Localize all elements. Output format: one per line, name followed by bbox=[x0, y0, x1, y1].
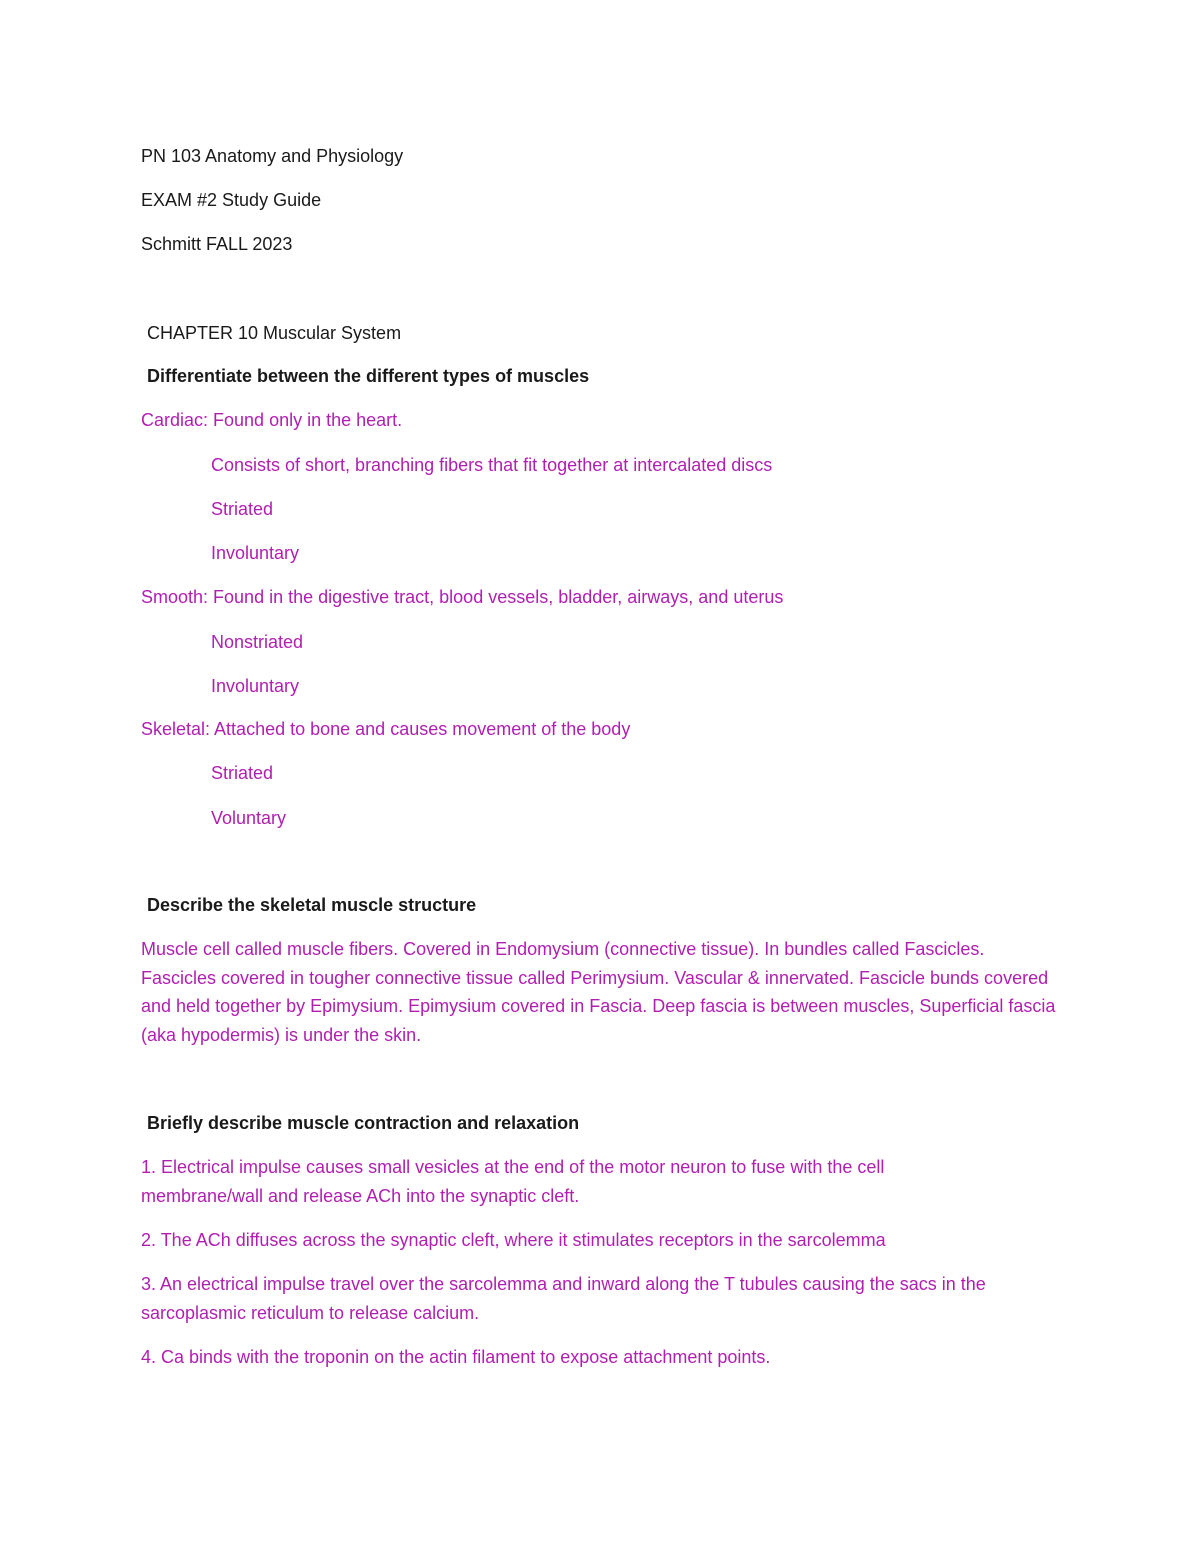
skeletal-label: Skeletal: Attached to bone and causes movement of the body bbox=[141, 719, 631, 739]
smooth-point: Involuntary bbox=[211, 676, 300, 696]
contraction-step: 4. Ca binds with the troponin on the actin filament to expose attachment points. bbox=[141, 1347, 771, 1367]
smooth-point: Nonstriated bbox=[211, 632, 304, 652]
cardiac-point: Consists of short, branching fibers that fit together at intercalated discs bbox=[211, 455, 773, 475]
skeletal-structure-paragraph: Muscle cell called muscle fibers. Covered in Endomysium (connective tissue). In bundles called Fascicles. Fascicles covered in tougher connective tissue called Perimysium. Vascular & innervated. Fascicle bunds covered and held together by Epimysium. Epimysium covered in Fascia. Deep fascia is between muscles, Superficial fascia (aka hypodermis) is under the skin. bbox=[141, 939, 1056, 1045]
contraction-step: 2. The ACh diffuses across the synaptic cleft, where it stimulates receptors in the sarcolemma bbox=[141, 1230, 886, 1250]
section-heading-contraction: Briefly describe muscle contraction and relaxation bbox=[147, 1113, 580, 1133]
course-title: PN 103 Anatomy and Physiology bbox=[141, 146, 404, 166]
smooth-label: Smooth: Found in the digestive tract, blood vessels, bladder, airways, and uterus bbox=[141, 587, 784, 607]
skeletal-point: Striated bbox=[211, 763, 274, 783]
cardiac-point: Striated bbox=[211, 499, 274, 519]
cardiac-point: Involuntary bbox=[211, 543, 300, 563]
contraction-step: 1. Electrical impulse causes small vesicles at the end of the motor neuron to fuse with the cell membrane/wall and release ACh into the synaptic cleft. bbox=[141, 1157, 885, 1206]
skeletal-point: Voluntary bbox=[211, 808, 287, 828]
section-heading-muscle-types: Differentiate between the different types of muscles bbox=[147, 366, 590, 386]
cardiac-label: Cardiac: Found only in the heart. bbox=[141, 410, 403, 430]
contraction-step: 3. An electrical impulse travel over the sarcolemma and inward along the T tubules causing the sacs in the sarcoplasmic reticulum to release calcium. bbox=[141, 1274, 986, 1323]
exam-title: EXAM #2 Study Guide bbox=[141, 190, 322, 210]
chapter-title: CHAPTER 10 Muscular System bbox=[147, 323, 402, 343]
section-heading-skeletal-structure: Describe the skeletal muscle structure bbox=[147, 895, 477, 915]
term-line: Schmitt FALL 2023 bbox=[141, 234, 293, 254]
